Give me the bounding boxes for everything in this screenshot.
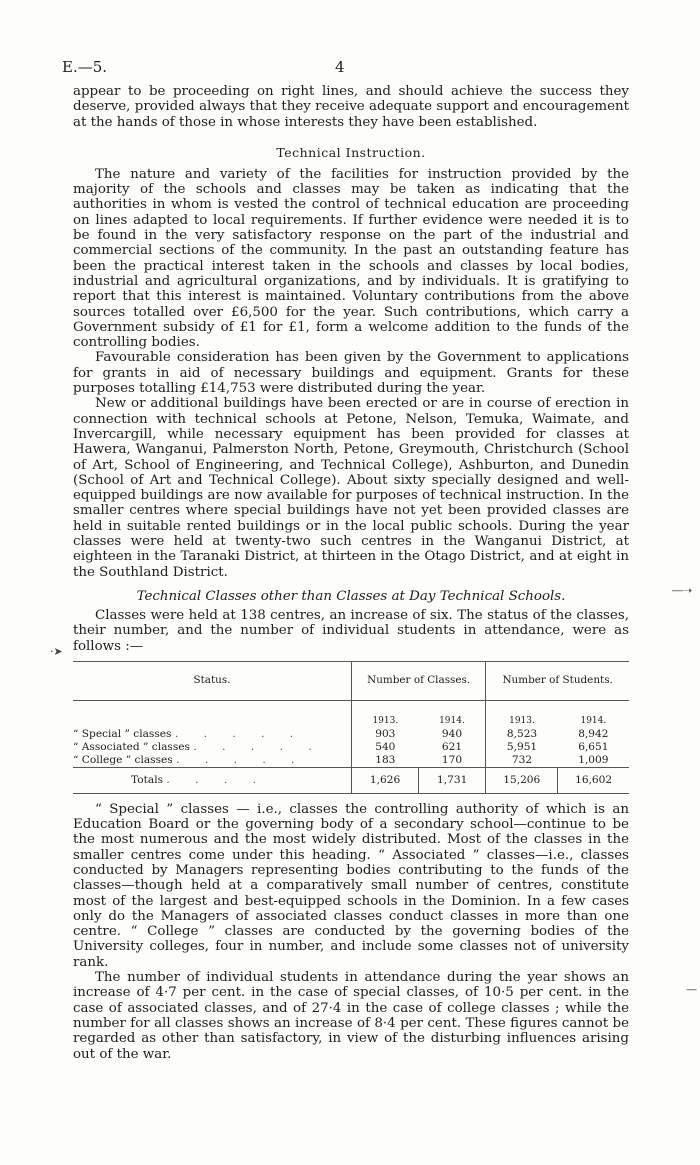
classes-table	[73, 661, 629, 794]
table-cell: 16,602	[558, 767, 629, 793]
classes-header: Number of Classes.	[352, 661, 486, 700]
table-cell: 1,009	[578, 754, 609, 767]
year-students-1913: 1913.	[509, 716, 535, 727]
table-cell: 903	[375, 728, 396, 741]
students-header: Number of Students.	[486, 661, 629, 700]
page-number: 4	[335, 58, 345, 76]
table-row	[73, 754, 629, 768]
paragraph-class-types: “ Special ” classes — i.e., classes the controlling authority of which is an Education Board or the governing body of a secondary school—continue to be the most numerous and the most widely distributed. Most of the classes in the smaller centres come under this heading. “ Associated ” classes—i.e., classes conducted by Managers representing bodies contributing to the funds of the classes—though held at a comparatively small number of centres, constitute most of the largest and best-equipped schools in the Dominion. In a few cases only do the Managers of associated classes conduct classes in more than one centre. “ College ” classes are conducted by the governing bodies of the University colleges, four in number, and include some classes not of university rank.	[73, 801, 629, 970]
table-intro: Classes were held at 138 centres, an increase of six. The status of the classes, their number, and the number of individual students in attendance, were as follows :—	[73, 607, 629, 654]
totals-label: Totals	[131, 774, 164, 787]
table-cell: 1,731	[419, 767, 486, 793]
leader-dots: . . . . .	[174, 728, 305, 741]
table-row	[73, 728, 629, 741]
document-reference: E.—5.	[62, 58, 108, 76]
table-cell: 15,206	[486, 767, 558, 793]
status-header: Status.	[73, 661, 352, 700]
year-row	[73, 700, 629, 728]
table-cell: 940	[419, 728, 486, 741]
year-students-1914: 1914.	[580, 716, 607, 727]
table-cell: 183	[375, 754, 396, 767]
margin-arrow-mark: ―➝	[672, 584, 693, 597]
paragraph-facilities: The nature and variety of the facilities for instruction provided by the majority of the schools and classes may be taken as indicating that the authorities in whom is vested the control of technical education are proceeding on lines adapted to local requirements. If further evidence were needed it is to be found in the very satisfactory response on the part of the industrial and commercial sections of the community. In the past an outstanding feature has been the practical interest taken in the schools and classes by local bodies, industrial and agricultural organizations, and by individuals. It is gratifying to report that this interest is maintained. Voluntary contributions from the above sources totalled over £6,500 for the year. Such contributions, which carry a Government subsidy of £1 for £1, form a welcome addition to the funds of the controlling bodies.	[73, 166, 629, 351]
paragraph-grants: Favourable consideration has been given by the Government to applications for grants in aid of necessary buildings and equipment. Grants for these purposes totalling £14,753 were distributed during the year.	[73, 350, 629, 397]
row-label: “ Special ” classes	[73, 728, 172, 741]
leader-dots: . . . . .	[193, 741, 323, 754]
table-cell: 732	[511, 754, 533, 767]
margin-dash-mark: —	[686, 983, 697, 996]
table-cell: 1,626	[352, 767, 419, 793]
table-cell: 8,942	[578, 728, 609, 741]
subsection-title: Technical Classes other than Classes at Day Technical Schools.	[136, 588, 566, 604]
page-header	[62, 58, 629, 84]
table-cell: 5,951	[506, 741, 538, 754]
row-label: “ College ” classes	[73, 754, 173, 767]
year-classes-1913: 1913.	[372, 716, 399, 727]
table-cell: 6,651	[578, 741, 609, 754]
leader-dots: . . . .	[166, 774, 267, 787]
intro-paragraph: appear to be proceeding on right lines, and should achieve the success they deserve, provided always that they receive adequate support and encouragement at the hands of those in whose interests they have been established.	[73, 84, 629, 130]
table-cell: 8,523	[506, 728, 538, 741]
table-row	[73, 741, 629, 754]
paragraph-attendance: The number of individual students in attendance during the year shows an increase of 4·7 per cent. in the case of special classes, of 10·5 per cent. in the case of associated classes, and of 27·4 in the case of college classes ; while the number for all classes shows an increase of 8·4 per cent. These figures cannot be regarded as other than satisfactory, in view of the disturbing influences arising out of the war.	[73, 970, 629, 1062]
table-cell: 540	[375, 741, 396, 754]
leader-dots: . . . . .	[176, 754, 306, 767]
document-page	[62, 58, 629, 1062]
margin-dots-mark: ·➤	[50, 645, 63, 658]
year-classes-1914: 1914.	[419, 700, 486, 728]
table-cell: 170	[419, 754, 486, 768]
totals-row	[73, 767, 629, 793]
section-title: Technical Instruction.	[276, 144, 426, 160]
row-label: “ Associated ” classes	[73, 741, 190, 754]
table-cell: 621	[419, 741, 486, 754]
paragraph-buildings: New or additional buildings have been erected or are in course of erection in connection with technical schools at Petone, Nelson, Temuka, Waimate, and Invercargill, while necessary equipment has been provided for classes at Hawera, Wanganui, Palmerston North, Petone, Greymouth, Christchurch (School of Art, School of Engineering, and Technical College), Ashburton, and Dunedin (School of Art and Technical College). About sixty specially designed and well-equipped buildings are now available for purposes of technical instruction. In the smaller centres where special buildings have not yet been provided classes are held in suitable rented buildings or in the local public schools. During the year classes were held at twenty-two such centres in the Wanganui District, at eighteen in the Taranaki District, at thirteen in the Otago District, and at eight in the Southland District.	[73, 396, 629, 580]
